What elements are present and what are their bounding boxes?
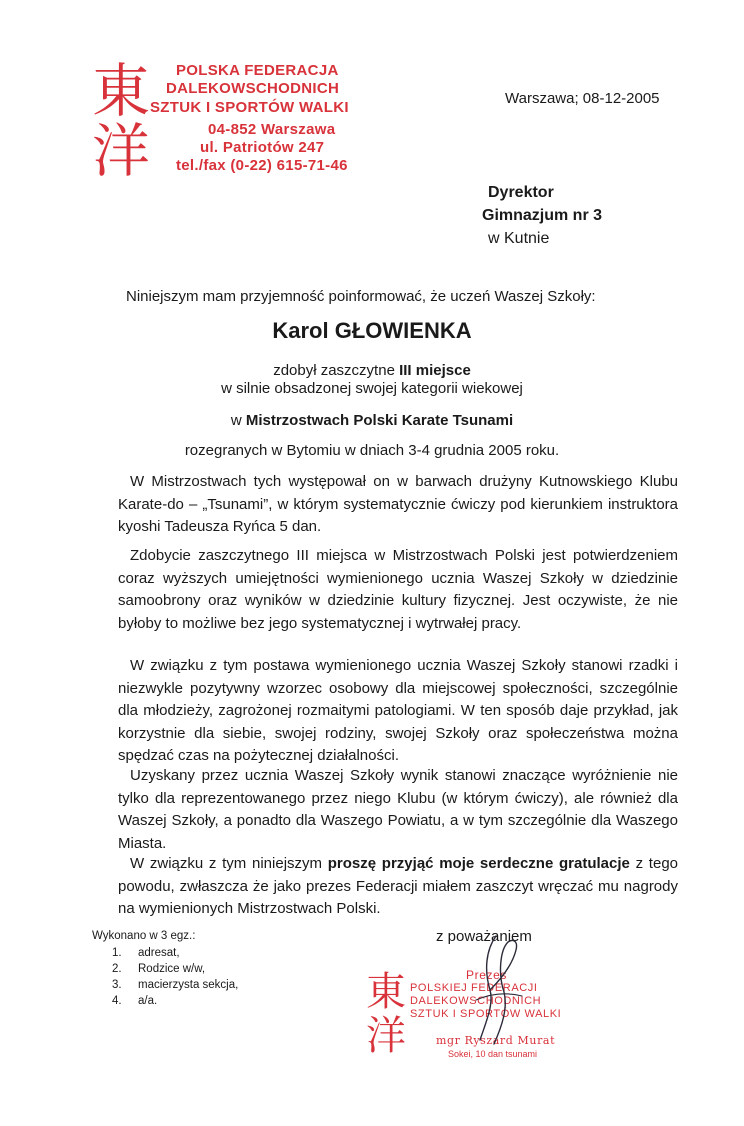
paragraph-4-text: Uzyskany przez ucznia Waszej Szkoły wynik stanowi znaczące wyróżnienie nie tylko dla reprezentowanego przez niego Klubu (w którym ćwiczy), ale również dla Waszej Szkoły, a ponadto dla Waszego Powiatu, a w tym szczególnie dla Waszego Miasta. (118, 767, 678, 852)
paragraph-5-tail: z tego powodu, zwłaszcza że jako prezes Federacji miałem zaszczyt wręczać mu nagrody na wymienionych Mistrzostwach Polski. (118, 855, 679, 917)
recipient-line-1: Dyrektor (488, 184, 554, 201)
recipient-line-3: w Kutnie (488, 230, 550, 247)
letterhead-street: ul. Patriotów 247 (200, 139, 325, 156)
stamp-kanji-bottom: 洋 (366, 1013, 406, 1059)
stamp-line-3: SZTUK I SPORTÓW WALKI (410, 1008, 562, 1020)
closing-text: z poważaniem (436, 928, 532, 945)
stamp-kanji-top: 東 (366, 969, 406, 1015)
paragraph-5-text: W związku z tym niniejszym (130, 855, 328, 872)
list-item-text: macierzysta sekcja, (138, 979, 239, 991)
award-line-2: w silnie obsadzonej swojej kategorii wiekowej (221, 380, 523, 397)
award-line-1 (0, 362, 744, 379)
paragraph-2 (118, 545, 678, 635)
letterhead-phone: tel./fax (0-22) 615-71-46 (176, 157, 348, 174)
recipient-line-2: Gimnazjum nr 3 (482, 207, 603, 224)
stamp-line-1: POLSKIEJ FEDERACJI (410, 982, 538, 994)
list-item-number: 2. (112, 963, 122, 975)
list-item-number: 1. (112, 947, 122, 959)
award-line-3 (0, 412, 744, 429)
stamp-name: mgr Ryszard Murat (436, 1034, 556, 1047)
letterhead-postal: 04-852 Warszawa (208, 121, 336, 138)
letterhead-org-line-2: DALEKOWSCHODNICH (166, 80, 340, 97)
paragraph-5 (118, 853, 678, 921)
stamp-line-2: DALEKOWSCHODNICH (410, 995, 542, 1007)
stamp-rank: Sokei, 10 dan tsunami (448, 1049, 538, 1059)
award-line-1-text: zdobył zaszczytne (273, 362, 400, 379)
letterhead-org-line-3: SZTUK I SPORTÓW WALKI (150, 99, 349, 116)
list-item (112, 945, 238, 961)
student-name (0, 318, 744, 344)
intro-text: Niniejszym mam przyjemność poinformować, że uczeń Waszej Szkoły: (126, 288, 596, 305)
list-item-text: adresat, (138, 947, 180, 959)
letterhead-org-line-1: POLSKA FEDERACJA (176, 62, 339, 79)
paragraph-2-text: Zdobycie zaszczytnego III miejsca w Mistrzostwach Polski jest potwierdzeniem coraz wyższych umiejętności wymienionego ucznia Waszej Szkoły w dziedzinie samoobrony oraz wyników w dziedzinie kultury fizycznej. Jest oczywiste, że nie byłoby to możliwe bez jego systematycznej i wytrwałej pracy. (118, 547, 678, 632)
signature (456, 930, 536, 1050)
list-item-number: 4. (112, 995, 122, 1007)
list-item-text: a/a. (138, 995, 158, 1007)
list-item (112, 977, 238, 993)
award-line-3-text: w (230, 412, 246, 429)
letter-date: Warszawa; 08-12-2005 (505, 90, 660, 107)
paragraph-3-text: W związku z tym postawa wymienionego ucznia Waszej Szkoły stanowi rzadki i niezwykle pozytywny wzorzec osobowy dla miejscowej społeczności, szczególnie dla młodzieży, zagrożonej rozmaitymi patologiami. W ten sposób daje przykład, jak korzystnie dla siebie, swojej rodziny, swojej Szkoły oraz społeczeństwa można spędzać czas na pożytecznej działalności. (118, 657, 678, 764)
paragraph-1 (118, 471, 678, 539)
paragraph-3 (118, 655, 678, 768)
list-item-text: Rodzice w/w, (138, 963, 206, 975)
award-event: Mistrzostwach Polski Karate Tsunami (245, 412, 514, 429)
list-item (112, 993, 238, 1009)
copies-list (112, 945, 238, 1009)
list-item (112, 961, 238, 977)
award-line-4: rozegranych w Bytomiu w dniach 3-4 grudnia 2005 roku. (184, 442, 560, 459)
student-last-name: GŁOWIENKA (334, 318, 472, 343)
stamp-title: Prezes (466, 968, 507, 982)
copies-heading: Wykonano w 3 egz.: (92, 930, 196, 942)
paragraph-1-text: W Mistrzostwach tych występował on w barwach drużyny Kutnowskiego Klubu Karate-do – „Tsunami”, w którym systematycznie ćwiczy pod kierunkiem instruktora kyoshi Tadeusza Ryńca 5 dan. (118, 473, 678, 535)
paragraph-4 (118, 765, 678, 855)
letterhead-kanji-top: 東 (92, 57, 151, 125)
award-place: III miejsce (399, 362, 471, 379)
paragraph-5-congrats: proszę przyjąć moje serdeczne gratulacje (327, 855, 630, 872)
letterhead-kanji-bottom: 洋 (92, 117, 151, 185)
student-first-name: Karol (272, 318, 335, 343)
list-item-number: 3. (112, 979, 122, 991)
